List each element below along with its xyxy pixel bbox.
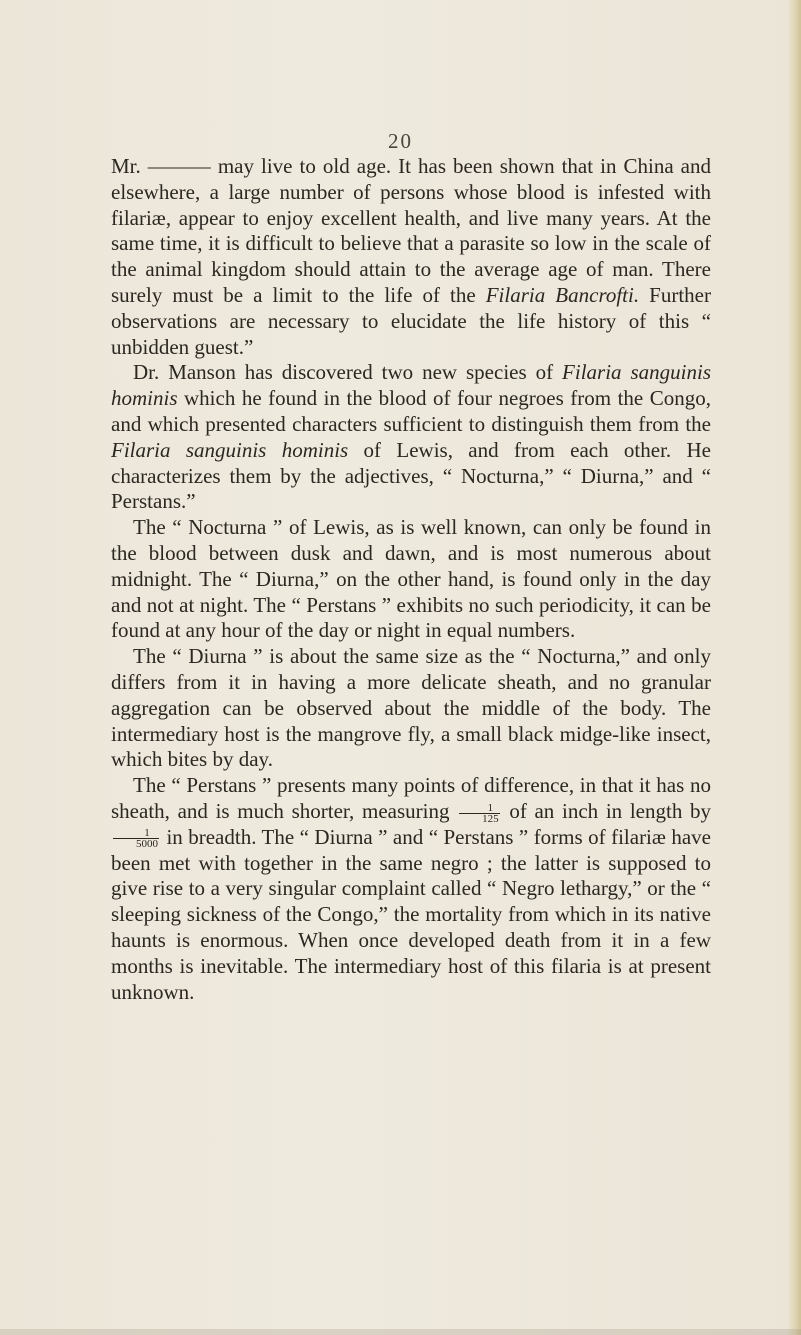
body-text — [111, 154, 711, 1005]
paragraph-1: Mr. ——— may live to old age. It has been shown that in China and elsewhere, a large number of persons whose blood is infested with filariæ, appear to enjoy excellent health, and live many years. At the same time, it is difficult to believe that a parasite so low in the scale of the animal kingdom should attain to the average age of man. There surely must be a limit to the life of the Filaria Bancrofti. Further observations are necessary to elucidate the life history of this “ unbidden guest.” — [111, 154, 711, 359]
italic-term: Filaria sanguinis hominis — [111, 437, 349, 462]
paragraph-4: The “ Diurna ” is about the same size as the “ Nocturna,” and only differs from it in having a more delicate sheath, and no granular aggregation can be observed about the middle of the body. The intermediary host is the mangrove fly, a small black midge-like insect, which bites by day. — [111, 644, 711, 772]
fraction-length: $\frac{1}{125}$ — [459, 803, 500, 824]
paragraph-3: The “ Nocturna ” of Lewis, as is well known, can only be found in the blood between dusk and dawn, and is most numerous about midnight. The “ Diurna,” on the other hand, is found only in the day and not at night. The “ Perstans ” exhibits no such periodicity, it can be found at any hour of the day or night in equal numbers. — [111, 515, 711, 643]
fraction-breadth: $\frac{1}{5000}$ — [113, 828, 159, 849]
page-number: 20 — [388, 129, 413, 153]
page-edge-bottom — [0, 1329, 801, 1335]
paragraph-5: The “ Perstans ” presents many points of difference, in that it has no sheath, and is much shorter, measuring $\frac{1}{125}$ of an inch in length by $\frac{1}{5000}$ in breadth. The “ Diurna ” and “ Perstans ” forms of filariæ have been met with together in the same negro ; the latter is supposed to give rise to a very singular complaint called “ Negro lethargy,” or the “ sleeping sickness of the Congo,” the mortality from which in its native haunts is enormous. When once developed death from it in a few months is inevitable. The intermediary host of this filaria is at present unknown. — [111, 773, 711, 1004]
italic-term: Filaria Bancrofti. — [485, 282, 640, 307]
italic-term: Filaria sanguinis hominis — [111, 360, 711, 411]
page-edge-right — [787, 0, 801, 1335]
paragraph-2: Dr. Manson has discovered two new species of Filaria sanguinis hominis which he found in the blood of four negroes from the Congo, and which presented characters sufficient to distinguish them from the Filaria sanguinis hominis of Lewis, and from each other. He characterizes them by the adjectives, “ Nocturna,” “ Diurna,” and “ Perstans.” — [111, 360, 711, 514]
